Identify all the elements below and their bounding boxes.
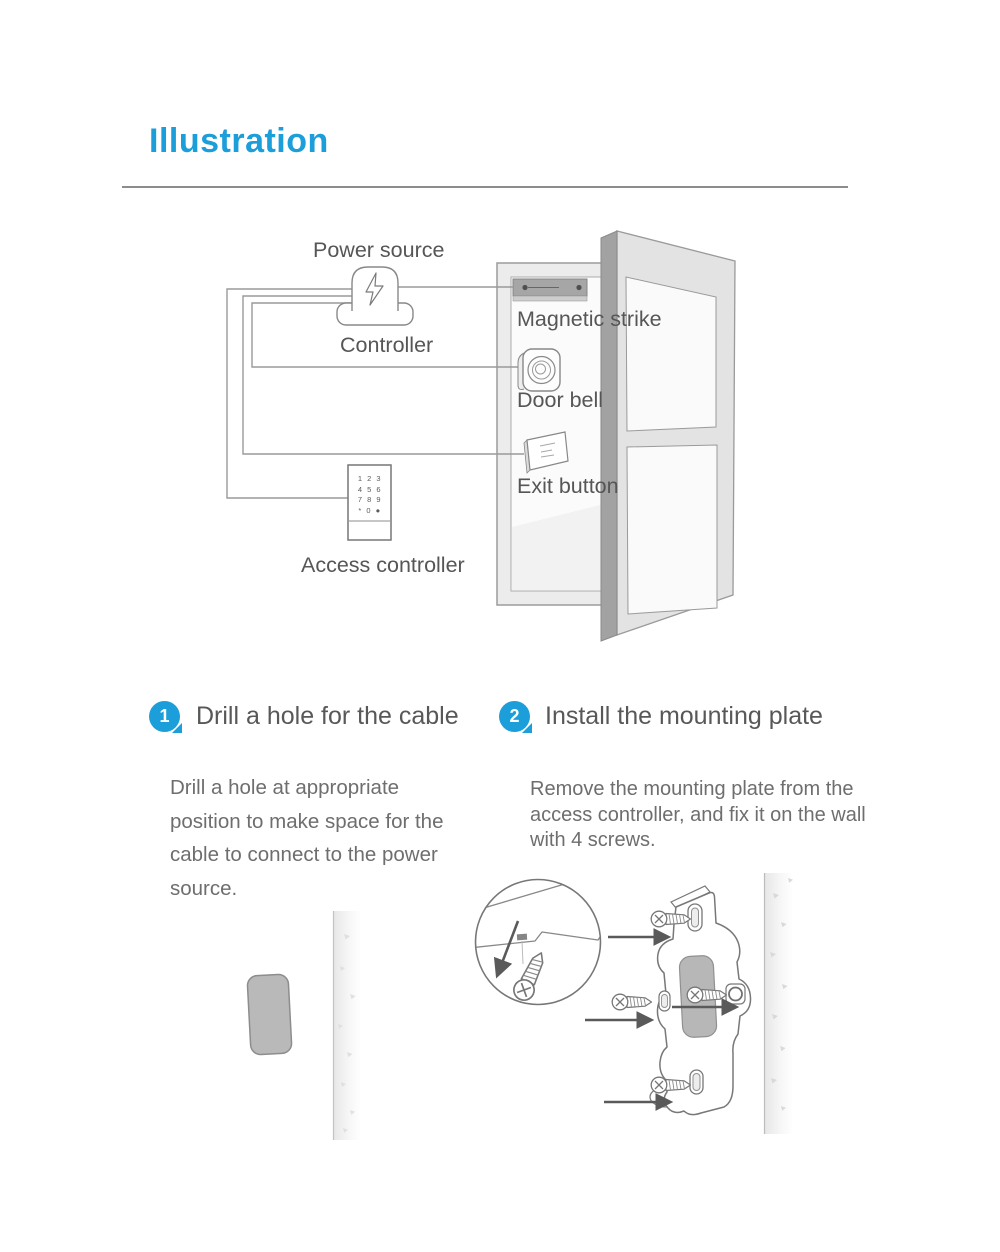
wall-left: [333, 911, 361, 1140]
step-2-title: Install the mounting plate: [545, 702, 823, 730]
step-2-number: 2: [509, 706, 520, 726]
body-line: position to make space for the: [170, 809, 444, 833]
screw-icon-2: [612, 994, 651, 1010]
label-controller: Controller: [340, 333, 434, 357]
wire-access-controller: [227, 289, 352, 498]
label-power-source: Power source: [313, 238, 445, 262]
step-1-number: 1: [159, 706, 170, 726]
power-adapter-icon: [352, 267, 398, 311]
body-line: cable to connect to the power: [170, 843, 438, 866]
page-title: Illustration: [149, 122, 329, 160]
keypad-row: 1 2 3: [357, 474, 383, 483]
step-1-body: [170, 771, 480, 905]
door-edge: [601, 231, 617, 641]
body-line: source.: [170, 876, 238, 900]
keypad-row: 4 5 6: [357, 484, 383, 494]
magnetic-strike-icon: [513, 279, 587, 301]
open-door: [601, 231, 735, 641]
step-2-badge: [499, 701, 530, 732]
body-line: Remove the mounting plate from the: [530, 778, 854, 800]
label-access-controller: Access controller: [301, 553, 465, 577]
label-exit-button: Exit button: [517, 474, 619, 498]
wall-right: [764, 873, 793, 1134]
title-divider: [122, 186, 848, 188]
body-line: with 4 screws.: [530, 829, 656, 851]
keypad-row: 7 8 9: [357, 495, 383, 504]
body-line: access controller, and fix it on the wall: [530, 803, 866, 826]
keypad-digits: [351, 474, 389, 516]
body-line: Drill a hole at appropriate: [170, 776, 400, 799]
keypad-row: * 0 ●: [358, 505, 382, 515]
label-magnetic-strike: Magnetic strike: [517, 307, 662, 331]
screw-detail-icon: [511, 949, 551, 1004]
door-bell-icon: [518, 349, 560, 391]
label-door-bell: Door bell: [517, 388, 604, 412]
step-1-title: Drill a hole for the cable: [196, 702, 459, 730]
step-1-badge: [149, 701, 180, 732]
hole-cover-shape: [247, 974, 292, 1055]
step-2-body: [530, 777, 922, 854]
